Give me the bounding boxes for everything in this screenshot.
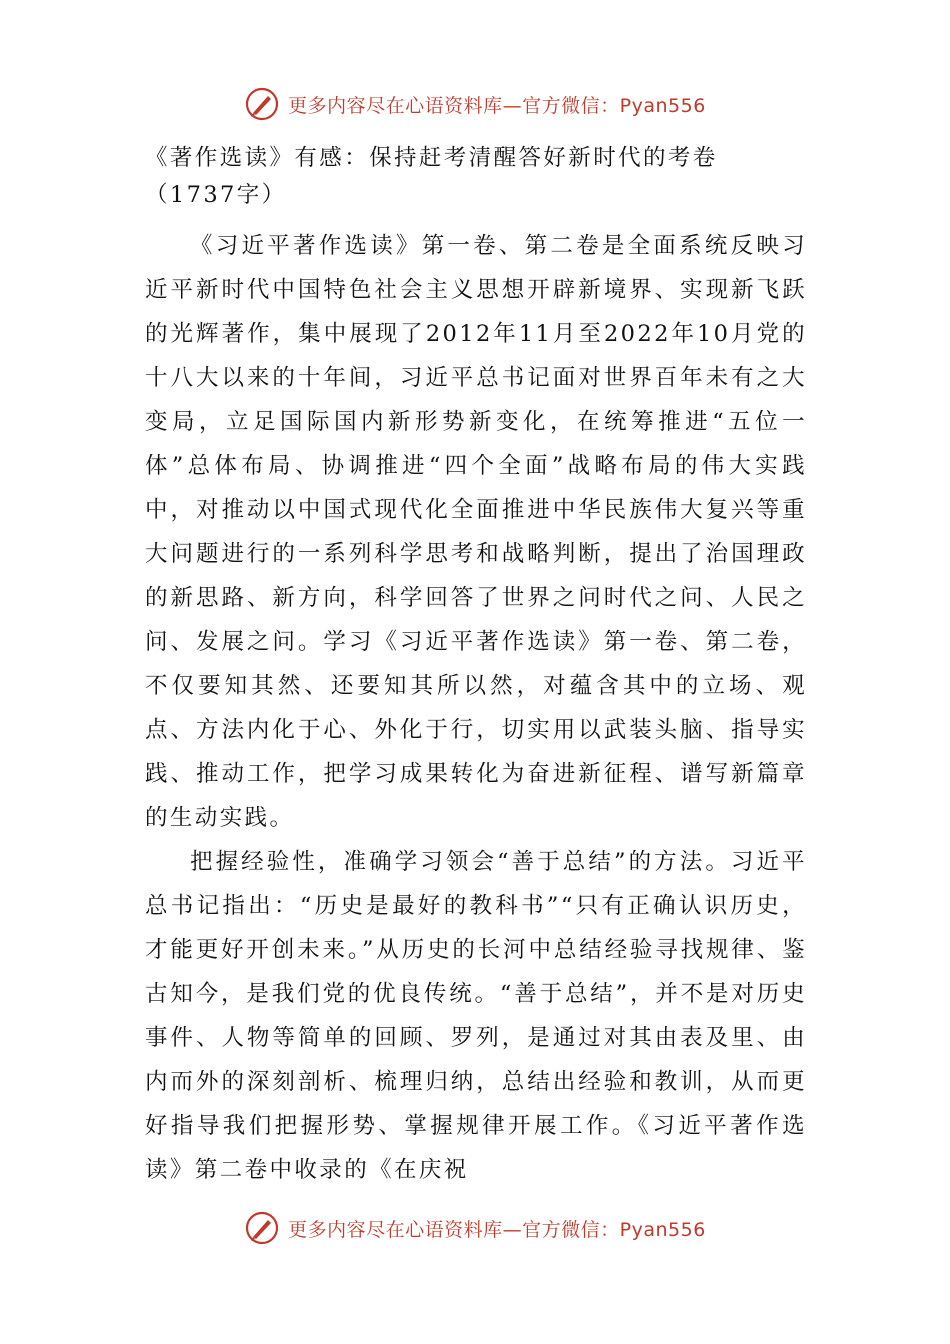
body-paragraph: 把握经验性，准确学习领会“善于总结”的方法。习近平总书记指出：“历史是最好的教科书”“只有正确认识历史，才能更好开创未来。”从历史的长河中总结经验寻找规律、鉴古知今，是我们党的优良传统。“善于总结”，并不是对历史事件、人物等简单的回顾、罗列，是通过对其由表及里、由内而外的深刻剖析、梳理归纳，总结出经验和教训，从而更好指导我们把握形势、掌握规律开展工作。《习近平著作选读》第二卷中收录的《在庆祝 (145, 849, 807, 1183)
document-body (145, 224, 807, 1192)
footer-watermark-banner (0, 1206, 950, 1250)
footer-watermark-text: 更多内容尽在心语资料库—官方微信：Pyan556 (288, 1218, 706, 1241)
pen-logo-icon (244, 1210, 280, 1246)
header-watermark-text: 更多内容尽在心语资料库—官方微信：Pyan556 (288, 94, 706, 117)
body-paragraph: 《习近平著作选读》第一卷、第二卷是全面系统反映习近平新时代中国特色社会主义思想开辟新境界、实现新飞跃的光辉著作，集中展现了2012年11月至2022年10月党的十八大以来的十年间，习近平总书记面对世界百年未有之大变局，立足国际国内新形势新变化，在统筹推进“五位一体”总体布局、协调推进“四个全面”战略布局的伟大实践中，对推动以中国式现代化全面推进中华民族伟大复兴等重大问题进行的一系列科学思考和战略判断，提出了治国理政的新思路、新方向，科学回答了世界之问时代之问、人民之问、发展之问。学习《习近平著作选读》第一卷、第二卷，不仅要知其然、还要知其所以然，对蕴含其中的立场、观点、方法内化于心、外化于行，切实用以武装头脑、指导实践、推动工作，把学习成果转化为奋进新征程、谱写新篇章的生动实践。 (145, 233, 807, 831)
pen-logo-icon (244, 86, 280, 122)
document-title: 《著作选读》有感：保持赶考清醒答好新时代的考卷（1737字） (145, 145, 718, 208)
header-watermark-banner (0, 82, 950, 126)
